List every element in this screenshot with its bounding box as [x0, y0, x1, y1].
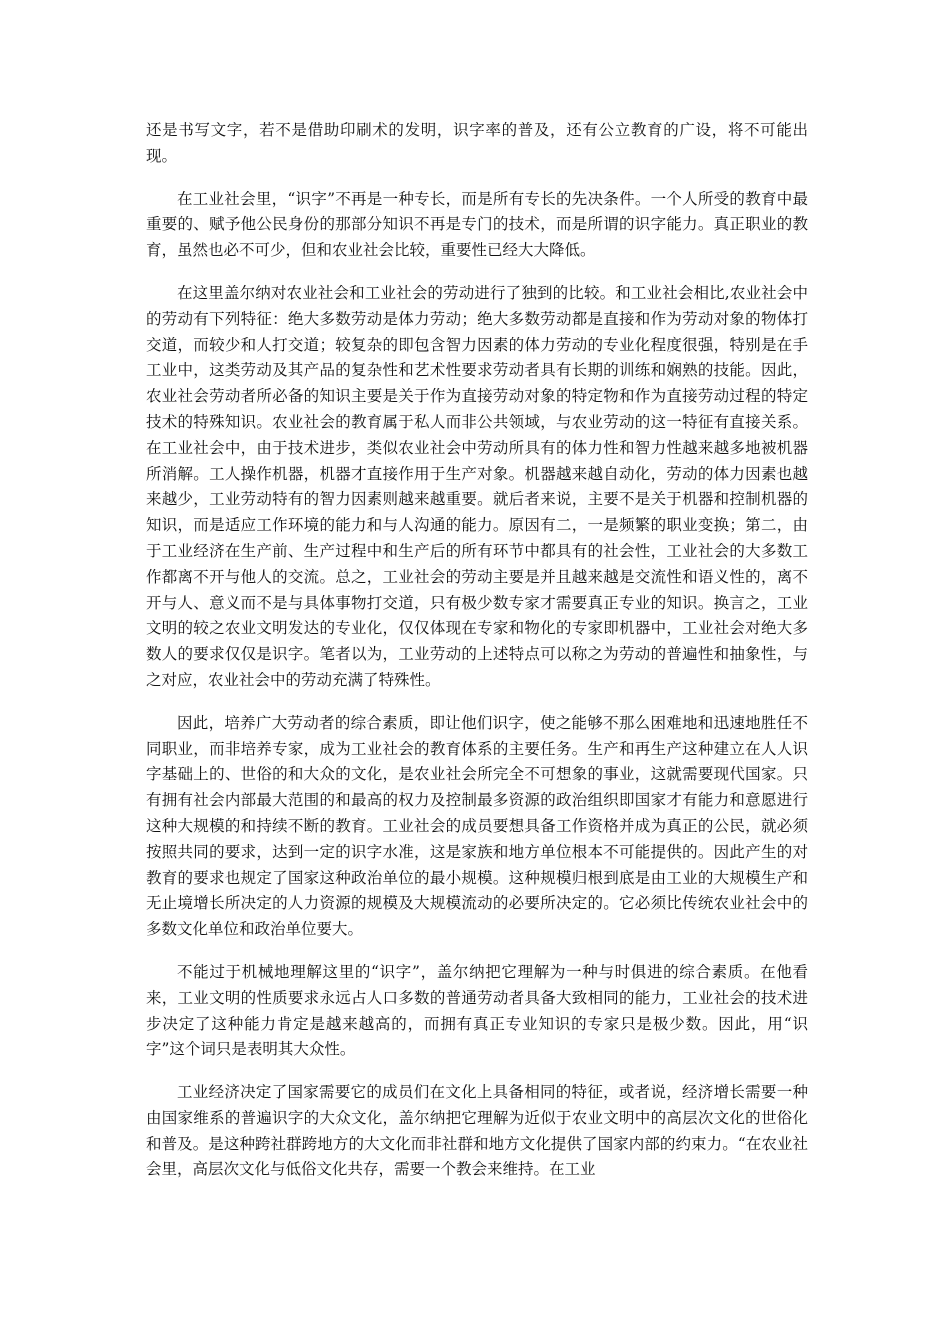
document-page: [146, 118, 808, 1200]
paragraph-2: 在工业社会里，“识字”不再是一种专长，而是所有专长的先决条件。一个人所受的教育中最重要的、赋予他公民身份的那部分知识不再是专门的技术，而是所谓的识字能力。真正职业的教育，虽然也必不可少，但和农业社会比较，重要性已经大大降低。: [146, 189, 808, 260]
paragraph-6: 工业经济决定了国家需要它的成员们在文化上具备相同的特征，或者说，经济增长需要一种由国家维系的普遍识字的大众文化，盖尔纳把它理解为近似于农业文明中的高层次文化的世俗化和普及。是这种跨社群跨地方的大文化而非社群和地方文化提供了国家内部的约束力。“在农业社会里，高层次文化与低俗文化共存，需要一个教会来维持。在工业: [146, 1083, 808, 1179]
paragraph-3: 在这里盖尔纳对农业社会和工业社会的劳动进行了独到的比较。和工业社会相比,农业社会中的劳动有下列特征：绝大多数劳动是体力劳动；绝大多数劳动都是直接和作为劳动对象的物体打交道，而较少和人打交道；较复杂的即包含智力因素的体力劳动的专业化程度很强，特别是在手工业中，这类劳动及其产品的复杂性和艺术性要求劳动者具有长期的训练和娴熟的技能。因此，农业社会劳动者所必备的知识主要是关于作为直接劳动对象的特定物和作为直接劳动过程的特定技术的特殊知识。农业社会的教育属于私人而非公共领域，与农业劳动的这一特征有直接关系。在工业社会中，由于技术进步，类似农业社会中劳动所具有的体力性和智力性越来越多地被机器所消解。工人操作机器，机器才直接作用于生产对象。机器越来越自动化，劳动的体力因素也越来越少，工业劳动特有的智力因素则越来越重要。就后者来说，主要不是关于机器和控制机器的知识，而是适应工作环境的能力和与人沟通的能力。原因有二，一是频繁的职业变换；第二，由于工业经济在生产前、生产过程中和生产后的所有环节中都具有的社会性，工业社会的大多数工作都离不开与他人的交流。总之，工业社会的劳动主要是并且越来越是交流性和语义性的，离不开与人、意义而不是与具体事物打交道，只有极少数专家才需要真正专业的知识。换言之，工业文明的较之农业文明发达的专业化，仅仅体现在专家和物化的专家即机器中，工业社会对绝大多数人的要求仅仅是识字。笔者以为，工业劳动的上述特点可以称之为劳动的普遍性和抽象性，与之对应，农业社会中的劳动充满了特殊性。: [146, 283, 808, 689]
paragraph-5: 不能过于机械地理解这里的“识字”，盖尔纳把它理解为一种与时俱进的综合素质。在他看来，工业文明的性质要求永远占人口多数的普通劳动者具备大致相同的能力，工业社会的技术进步决定了这种能力肯定是越来越高的，而拥有真正专业知识的专家只是极少数。因此，用“识字”这个词只是表明其大众性。: [146, 962, 808, 1059]
paragraph-1: 还是书写文字，若不是借助印刷术的发明，识字率的普及，还有公立教育的广设，将不可能出现。: [146, 121, 808, 165]
paragraph-4: 因此，培养广大劳动者的综合素质，即让他们识字，使之能够不那么困难地和迅速地胜任不同职业，而非培养专家，成为工业社会的教育体系的主要任务。生产和再生产这种建立在人人识字基础上的、世俗的和大众的文化，是农业社会所完全不可想象的事业，这就需要现代国家。只有拥有社会内部最大范围的和最高的权力及控制最多资源的政治组织即国家才有能力和意愿进行这种大规模的和持续不断的教育。工业社会的成员要想具备工作资格并成为真正的公民，就必须按照共同的要求，达到一定的识字水准，这是家族和地方单位根本不可能提供的。因此产生的对教育的要求也规定了国家这种政治单位的最小规模。这种规模归根到底是由工业的大规模生产和无止境增长所决定的人力资源的规模及大规模流动的必要所决定的。它必须比传统农业社会中的多数文化单位和政治单位要大。: [146, 713, 808, 939]
